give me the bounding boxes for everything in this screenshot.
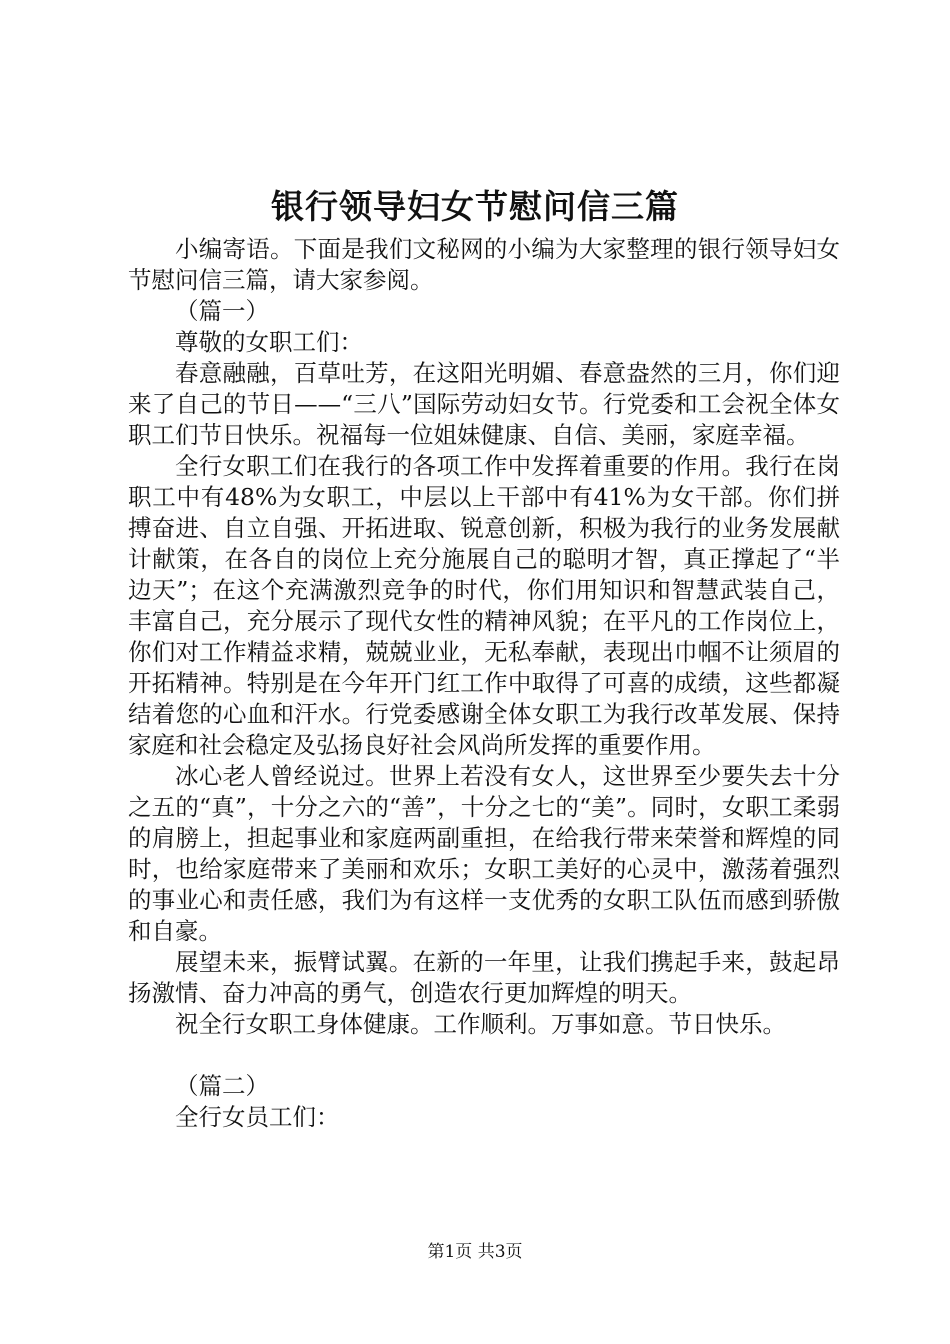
salutation-2: 全行女员工们：: [175, 1103, 340, 1131]
page-number-footer: 第1页 共3页: [427, 1242, 523, 1262]
body-paragraph: 春意融融，百草吐芳，在这阳光明媚、春意盎然的三月，你们迎来了自己的节日——“三八”国际劳动妇女节。行党委和工会祝全体女职工们节日快乐。祝福每一位姐妹健康、自信、美丽，家庭幸福。: [128, 359, 840, 449]
salutation-1: 尊敬的女职工们：: [175, 328, 363, 356]
section-heading-1: （篇一）: [175, 297, 269, 325]
blank-line: [128, 1040, 840, 1071]
body-paragraph: 展望未来，振臂试翼。在新的一年里，让我们携起手来，鼓起昂扬激情、奋力冲高的勇气，创造农行更加辉煌的明天。: [128, 948, 840, 1007]
document-body: [128, 234, 840, 1133]
body-paragraph: 冰心老人曾经说过。世界上若没有女人，这世界至少要失去十分之五的“真”，十分之六的“善”，十分之七的“美”。同时，女职工柔弱的肩膀上，担起事业和家庭两副重担，在给我行带来荣誉和辉煌的同时，也给家庭带来了美丽和欢乐；女职工美好的心灵中，激荡着强烈的事业心和责任感，我们为有这样一支优秀的女职工队伍而感到骄傲和自豪。: [128, 762, 840, 945]
body-paragraph: 全行女职工们在我行的各项工作中发挥着重要的作用。我行在岗职工中有48%为女职工，中层以上干部中有41%为女干部。你们拼搏奋进、自立自强、开拓进取、锐意创新，积极为我行的业务发展献计献策，在各自的岗位上充分施展自己的聪明才智，真正撑起了“半边天”；在这个充满激烈竞争的时代，你们用知识和智慧武装自己，丰富自己，充分展示了现代女性的精神风貌；在平凡的工作岗位上，你们对工作精益求精，兢兢业业，无私奉献，表现出巾帼不让须眉的开拓精神。特别是在今年开门红工作中取得了可喜的成绩，这些都凝结着您的心血和汗水。行党委感谢全体女职工为我行改革发展、保持家庭和社会稳定及弘扬良好社会风尚所发挥的重要作用。: [128, 452, 840, 759]
intro-paragraph: 小编寄语。下面是我们文秘网的小编为大家整理的银行领导妇女节慰问信三篇，请大家参阅。: [128, 235, 840, 294]
section-heading-2: （篇二）: [175, 1072, 269, 1100]
document-title: 银行领导妇女节慰问信三篇: [271, 187, 679, 226]
closing-wishes: 祝全行女职工身体健康。工作顺利。万事如意。节日快乐。: [175, 1010, 786, 1038]
